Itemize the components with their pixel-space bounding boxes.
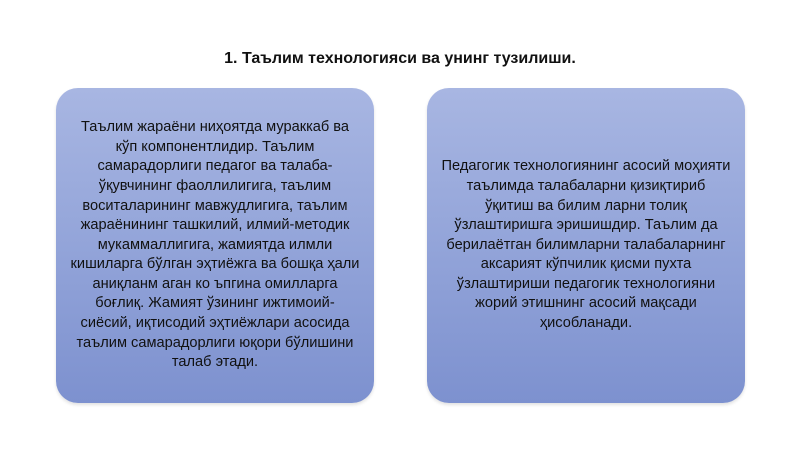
slide-title: 1. Таълим технологияси ва унинг тузилиши.	[224, 50, 576, 67]
left-text-card	[56, 88, 374, 403]
left-card-text: Таълим жараёни ниҳоятда мураккаб ва кўп компонентлидир. Таълим самарадорлиги педагог ва талаба-ўқувчининг фаоллилигига, таълим воситаларининг мавжудлигига, таълим жараёнининг ташкилий, илмий-методик мукаммаллигига, жамиятда илмли кишиларга бўлган эҳтиёжга ва бошқа ҳали аниқланм аган ко ъпгина омилларга боғлиқ. Жамият ўзининг ижтимоий-сиёсий, иқтисодий эҳтиёжлари асосида таълим самарадорлиги юқори бўлишини талаб этади.	[70, 119, 360, 371]
right-text-card	[427, 88, 745, 403]
right-card-text: Педагогик технологиянинг асосий моҳияти таълимда талабаларни қизиқтириб ўқитиш ва билим ларни толиқ ўзлаштиришга эришишдир. Таълим да берилаётган билимларни талабаларнинг аксарият кўпчилик қисми пухта ўзлаштириши педагогик технологияни жорий этишнинг асосий мақсади ҳисобланади.	[441, 158, 731, 332]
